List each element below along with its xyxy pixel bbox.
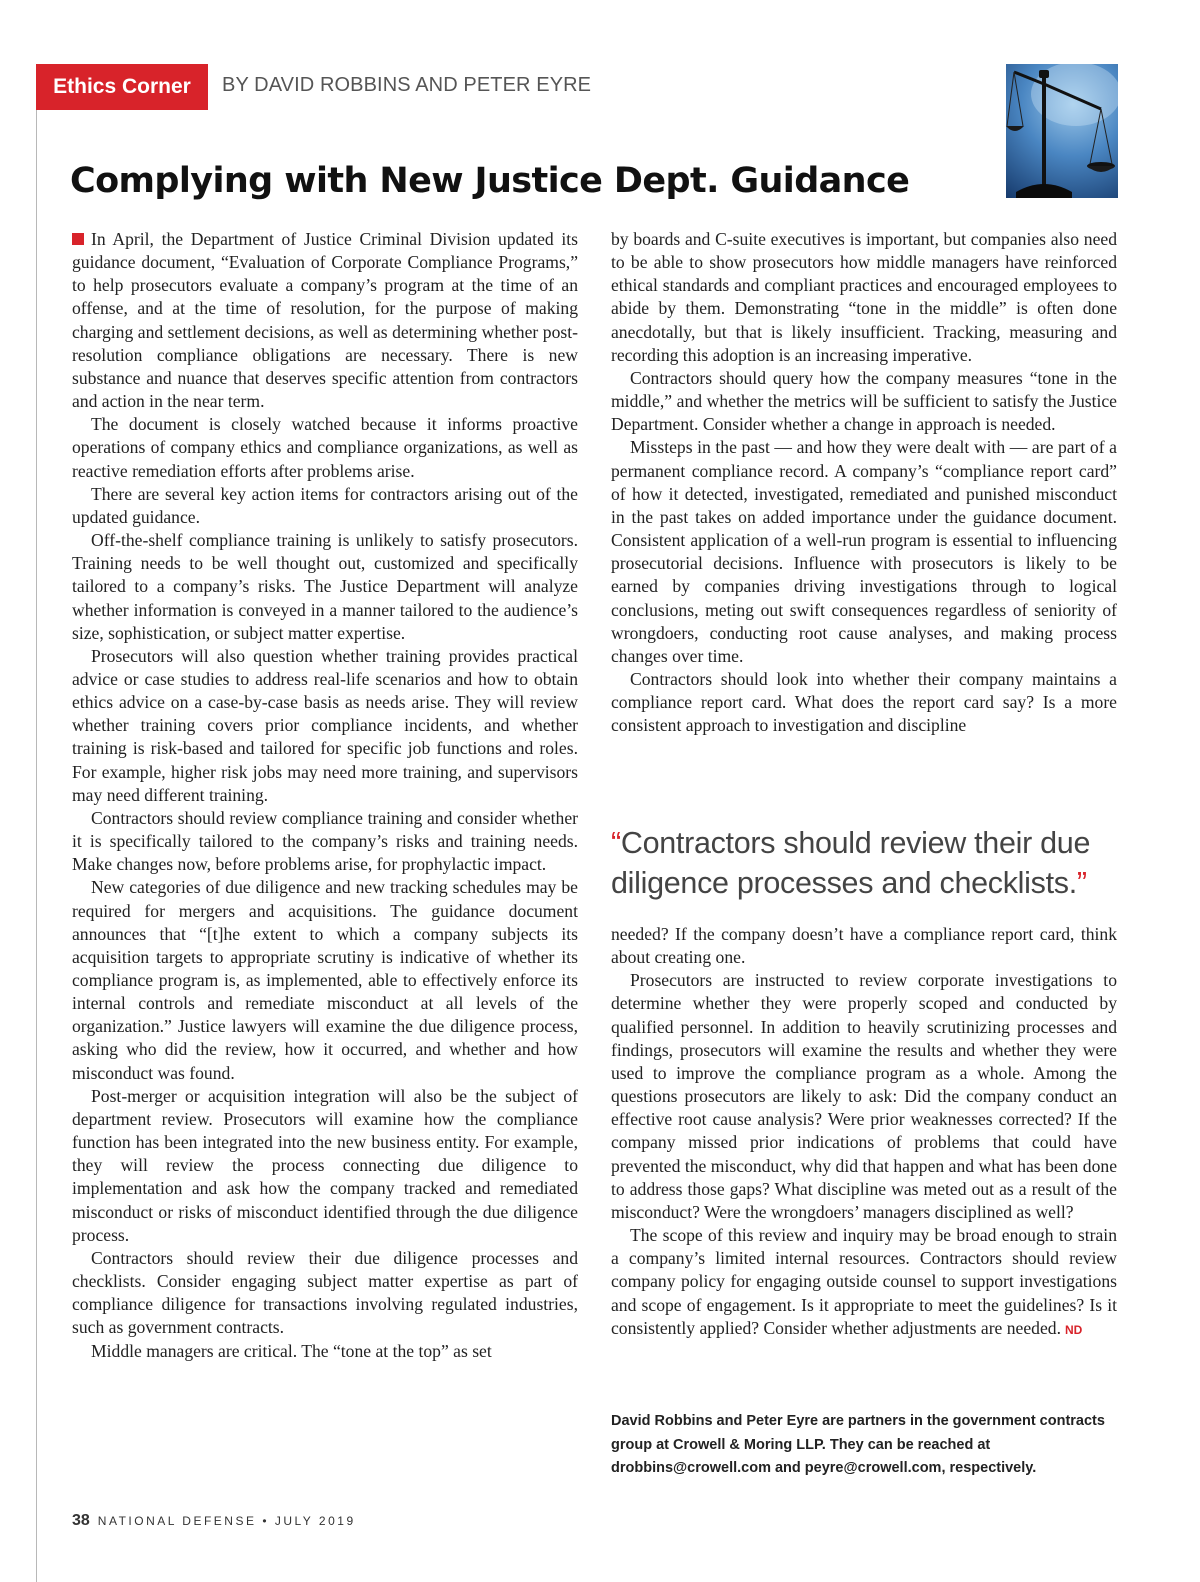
byline: BY DAVID ROBBINS AND PETER EYRE (222, 74, 592, 96)
closing-paragraph (611, 1224, 1117, 1342)
lead-paragraph (72, 228, 578, 413)
paragraph: Contractors should query how the company measures “tone in the middle,” and whether the metrics will be sufficient to satisfy the Justice Department. Consider whether a change in approach is needed. (611, 367, 1117, 435)
close-quote-mark: ” (1076, 866, 1087, 900)
section-start-marker (72, 233, 84, 245)
paragraph: Contractors should review compliance training and consider whether it is specifically tailored to the company’s risks and training needs. Make changes now, before problems arise, for prophylactic impact. (72, 807, 578, 875)
scales-icon (1006, 64, 1118, 198)
article-title: Complying with New Justice Dept. Guidance (70, 161, 910, 201)
paragraph: Post-merger or acquisition integration will also be the subject of department review. Prosecutors will examine how the compliance function has been integrated into the new business entity. For example, they will review the process connecting due diligence to implementation and ask how the company tracked and remediated misconduct or risks of misconduct identified through the due diligence process. (72, 1085, 578, 1245)
paragraph: The document is closely watched because it informs proactive operations of company ethics and compliance organizations, as well as reactive remediation efforts after problems arise. (72, 414, 578, 481)
paragraph: by boards and C-suite executives is important, but companies also need to be able to show prosecutors how middle managers have reinforced ethical standards and compliant practices and encouraged employees to abide by them. Demonstrating “tone in the middle” is often done anecdotally, but that is likely insufficient. Tracking, measuring and recording this adoption is an increasing imperative. (611, 229, 1117, 365)
paragraph: needed? If the company doesn’t have a compliance report card, think about creating one. (611, 924, 1117, 968)
paragraph: Middle managers are critical. The “tone at the top” as set (91, 1340, 492, 1361)
paragraph: Prosecutors are instructed to review corporate investigations to determine whether they were properly scoped and conducted by qualified personnel. In addition to heavily scrutinizing processes and findings, prosecutors will examine the results and whether they were used to improve the compliance program as a whole. Among the questions prosecutors are likely to ask: Did the company conduct an effective root cause analysis? Were prior weaknesses corrected? If the company missed prior indications of problems that could have prevented the misconduct, why did that happen and what has been done to address those gaps? What discipline was meted out as a result of the misconduct? Were the wrongdoers’ managers disciplined as well? (611, 970, 1117, 1222)
page-footer (72, 1512, 356, 1530)
paragraph: Prosecutors will also question whether training provides practical advice or case studies to address real-life scenarios and how to obtain ethics advice on a case-by-case basis as needs arise. They will review whether training covers prior compliance incidents, and whether training is risk-based and tailored for specific job functions and roles. For example, higher risk jobs may need more training, and supervisors may need different training. (72, 645, 578, 805)
end-mark: ND (1064, 1322, 1083, 1337)
pull-quote-text: Contractors should review their due diligence processes and checklists. (611, 826, 1091, 900)
article-column-right-bottom (611, 923, 1117, 1342)
pull-quote (611, 823, 1111, 903)
open-quote-mark: “ (611, 826, 621, 860)
paragraph-text: The scope of this review and inquiry may be broad enough to strain a company’s limited internal resources. Contractors should review company policy for engaging outside counsel to support investigations and scope of engagement. Is it appropriate to meet the guidelines? Is it consistently applied? Consider whether adjustments are needed. (611, 1225, 1117, 1338)
paragraph-text: In April, the Department of Justice Criminal Division updated its guidance document, “Evaluation of Corporate Compliance Programs,” to help prosecutors evaluate a company’s program at the time of an offense, and at the time of resolution, for the purpose of making charging and settlement decisions, as well as determining whether post-resolution compliance obligations are necessary. There is new substance and nuance that deserves specific attention from contractors and action in the near term. (72, 229, 578, 412)
author-bio: David Robbins and Peter Eyre are partners in the government contracts group at Crowell & Moring LLP. They can be reached at drobbins@crowell.com and peyre@crowell.com, respectively. (611, 1413, 1105, 1476)
paragraph: Off-the-shelf compliance training is unlikely to satisfy prosecutors. Training needs to be well thought out, customized and specifically tailored to a company’s risks. The Justice Department will analyze whether information is conveyed in a manner tailored to the audience’s size, sophistication, or subject matter expertise. (72, 530, 578, 643)
paragraph: Contractors should review their due diligence processes and checklists. Consider engaging subject matter expertise as part of compliance diligence for transactions involving regulated industries, such as government contracts. (72, 1247, 578, 1338)
paragraph: There are several key action items for contractors arising out of the updated guidance. (72, 483, 578, 527)
paragraph: Missteps in the past — and how they were dealt with — are part of a permanent compliance record. A company’s “compliance report card” of how it detected, investigated, remediated and punished misconduct in the past takes on added importance under the guidance document. Consistent application of a well-run program is essential to influencing prosecutorial decisions. Influence with prosecutors is likely to be earned by companies driving investigations through to logical conclusions, meting out swift consequences regardless of seniority of wrongdoers, conducting root cause analyses, and making process changes over time. (611, 437, 1117, 666)
page-number: 38 (72, 1512, 90, 1529)
left-margin-rule (36, 108, 37, 1582)
article-column-left (72, 228, 578, 1363)
section-tag: Ethics Corner (36, 64, 208, 110)
publication-info: NATIONAL DEFENSE • JULY 2019 (97, 1514, 356, 1528)
paragraph: Contractors should look into whether their company maintains a compliance report card. What does the report card say? Is a more consistent approach to investigation and discipline (611, 668, 1117, 736)
scales-of-justice-image (1006, 64, 1118, 198)
paragraph: New categories of due diligence and new tracking schedules may be required for mergers and acquisitions. The guidance document announces that “[t]he extent to which a company subjects its acquisition targets to appropriate scrutiny is indicative of whether its compliance program is, as implemented, able to effectively enforce its internal controls and remediate misconduct at all levels of the organization.” Justice lawyers will examine the due diligence process, asking who did the review, how it occurred, and whether and how misconduct was found. (72, 877, 578, 1083)
article-column-right-top (611, 228, 1117, 737)
